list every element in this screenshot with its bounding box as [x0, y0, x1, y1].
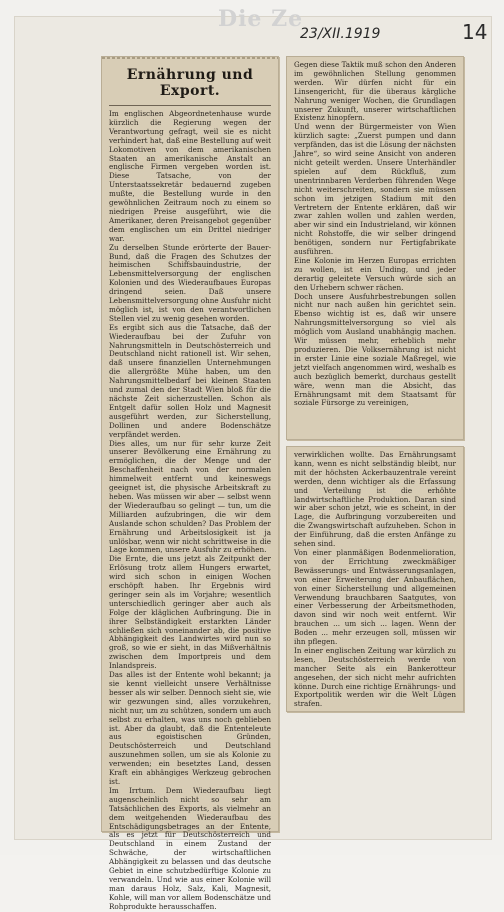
cut-edge-top: [102, 57, 278, 59]
clipping-right-bottom: [286, 446, 464, 712]
paragraph: Und wenn der Bürgermeister von Wien kürzlich sagte: „Zuerst pumpen und dann verpfänden, das ist die Lösung der nächsten Jahre“, so wird seine Ansicht von anderen nicht geteilt werden. Unsere Unterhändler spielen auf dem Rückfluß, zum unentrinnbaren Verderben führenden Wege nicht weiterschreiten, sondern sie müssen schon im jetzigen Stadium mit den Vertretern der Entente erklären, daß wir zwar zahlen wollen und zahlen werden, aber wir sind ein Industrieland, wir können nicht Rohstoffe, die wir selber dringend benötigen, sondern nur Fertigfabrikate ausführen.: [294, 122, 456, 257]
handwritten-page-number: 14: [462, 20, 488, 44]
handwritten-date: 23/XII.1919: [300, 26, 381, 42]
paragraph: Zu derselben Stunde erörterte der Bauer-Bund, daß die Fragen des Schutzes der heimischen Schiffsbauindustrie, der Lebensmittelversorgung der englischen Kolonien und des Wiederaufbaues Europas dringend seien. Daß unsere Lebensmittelversorgung ohne Ausfuhr nicht möglich ist, ist von den verantwortlichen Stellen viel zu wenig gesehen worden.: [109, 242, 271, 323]
paragraph: Das alles ist der Entente wohl bekannt; ja sie kennt vielleicht unsere Verhältnisse besser als wir selber. Dennoch sieht sie, wie wir gezwungen sind, alles vorzukehren, nicht nur, um zu schützen, sondern um auch selbst zu erhalten, was uns noch geblieben ist. Aber da glaubt, daß die Ententeleute aus egoistischen Gründen, Deutschösterreich und Deutschland auszunehmen sollen, um sie als Kolonie zu verwenden; ein besetztes Land, dessen Kraft ein abhängiges Werkzeug gebrochen ist.: [109, 670, 271, 786]
article-title: Ernährung und Export.: [126, 67, 254, 99]
paragraph: Eine Kolonie im Herzen Europas errichten zu wollen, ist ein Unding, und jeder derartig geleitete Versuch würde sich an den Urhebern schwer rächen.: [294, 255, 456, 292]
paragraph: Doch unsere Ausfuhrbestrebungen sollen nicht nur nach außen hin gerichtet sein. Ebenso wichtig ist es, daß wir unsere Nahrungsmittelversorgung so viel als möglich vom Ausland unabhängig machen. Wir müssen mehr, erheblich mehr produzieren. Die Volksernährung ist nicht in erster Linie eine soziale Maßregel, wie jetzt vielfach angenommen wird, weshalb es auch bezüglich bemerkt, durchaus gestellt wäre, wenn man die Absicht, das Ernährungsamt mit dem Staatsamt für soziale Fürsorge zu vereinigen,: [294, 291, 456, 408]
paragraph: Es ergibt sich aus die Tatsache, daß der Wiederaufbau bei der Zufuhr von Nahrungsmitteln in Deutschösterreich und Deutschland nicht rationell ist. Wir sehen, daß unsere finanziellen Unternehmungen die allergrößte Mühe haben, um den Nahrungsmittelbedarf bei kleinen Staaten und zumal den der Stadt Wien bloß für die nächste Zeit sicherzustellen. Schon als Entgelt dafür sollen Holz und Magnesit ausgeführt werden, zur Sicherstellung, Dollinen und andere Bodenschätze verpfändet werden.: [109, 322, 271, 439]
paragraph: Im Irrtum. Dem Wiederaufbau liegt augenscheinlich nicht so sehr am Tatsächlichen des Exports, als vielmehr an dem weitgehenden Wiederaufbau des Entschädigungsbetrages an der Entente, als es jetzt für Deutschösterreich und Deutschland in einem Zustand der Schwäche, der wirtschaftlichen Abhängigkeit zu belassen und das deutsche Gebiet in eine schutzbedürftige Kolonie zu verwandeln. Und wie aus einer Kolonie will man daraus Holz, Salz, Kali, Magnesit, Kohle, will man vor allem Bodenschätze und Rohprodukte herausschaffen.: [109, 785, 271, 911]
paragraph: Gegen diese Taktik muß schon den Anderen im gewöhnlichen Stellung genommen werden. Wir dürfen nicht für ein Linsengericht, für die überaus kärgliche Nahrung weniger Wochen, die Grundlagen unserer Zukunft, unserer wirtschaftlichen Existenz hinopfern.: [294, 60, 456, 123]
paragraph: Die Ernte, die uns jetzt als Zeitpunkt der Erlösung trotz allem Hungers erwartet, wird sich schon in einigen Wochen erschöpft haben. Ihr Ergebnis wird geringer sein als im Vorjahre; wesentlich unterschiedlich geringer aber auch als Folge der kläglichen Aufbringung. Die in ihrer Selbständigkeit erstarkten Länder schließen sich voneinander ab, die positive Abhängigkeit des Landwirtes wird nun so groß, so wie er sieht, in das Mißverhältnis zwischen dem Importpreis und dem Inlandspreis.: [109, 554, 271, 671]
title-rule: [109, 105, 271, 106]
paragraph: Im englischen Abgeordnetenhause wurde kürzlich die Regierung wegen der Verantwortung gefragt, weil sie es nicht verhindert hat, daß eine Bestellung auf weit Lokomotiven von dem amerikanischen Staaten an amerikanische Anstalt an englische Firmen vergeben worden ist. Diese Tatsache, von der Unterstaatssekretär bedauernd zugeben mußte, die Bestellung wurde in den gewöhnlichen Zeitraum noch zu einem so niedrigen Preise ausgeführt, wie die Amerikaner, deren Preisangebot gegenüber dem englischen um ein Drittel niedriger war.: [109, 109, 271, 243]
bleed-through-heading: Die Ze: [218, 6, 304, 32]
clipping-left-column: [101, 56, 279, 911]
paragraph: verwirklichen wollte. Das Ernährungsamt kann, wenn es nicht selbständig bleibt, nur mit der höchsten Ackerbauzentrale vereint werden, denn wichtiger als die Erfassung und Verteilung ist die erhöhte landwirtschaftliche Produktion. Daran sind wir aber schon jetzt, wie es scheint, in der Lage, die Aufbringung vorzubereiten und die Zwangswirtschaft aufzuheben. Schon in der Einführung, daß die ersten Anfänge zu sehen sind.: [294, 450, 456, 549]
paragraph: Von einer planmäßigen Bodenmelioration, von der Errichtung zweckmäßiger Bewässerungs- und Entwässerungsanlagen, von einer Erweiterung der Anbauflächen, von einer Sicherstellung und allgemeinen Verwendung brauchbaren Saatgutes, von einer Verbesserung der Arbeitsmethoden, davon sind wir noch weit entfernt. Wir brauchen ... um sich ... lagen. Wenn der Boden ... mehr erzeugen soll, müssen wir ihn pflegen.: [294, 547, 456, 647]
paragraph: In einer englischen Zeitung war kürzlich zu lesen, Deutschösterreich werde von mancher Seite als ein Bankerotteur angesehen, der sich nicht mehr aufrichten könne. Durch eine richtige Ernährungs- und Exportpolitik werden wir die Welt Lügen strafen.: [294, 645, 456, 709]
paragraph: Dies alles, um nur für sehr kurze Zeit unserer Bevölkerung eine Ernährung zu ermöglichen, die der Menge und der Beschaffenheit nach von der normalen himmelweit entfernt und keineswegs geeignet ist, die physische Arbeitskraft zu heben. Was müssen wir aber — selbst wenn der Wiederaufbau so gelingt — tun, um die Milliarden aufzubringen, die wir dem Auslande schon schulden? Das Problem der Ernährung und Arbeitslosigkeit ist ja unlösbar, wenn wir nicht schrittweise in die Lage kommen, unsere Ausfuhr zu erhöhen.: [109, 438, 271, 555]
clipping-right-top: [286, 56, 464, 440]
